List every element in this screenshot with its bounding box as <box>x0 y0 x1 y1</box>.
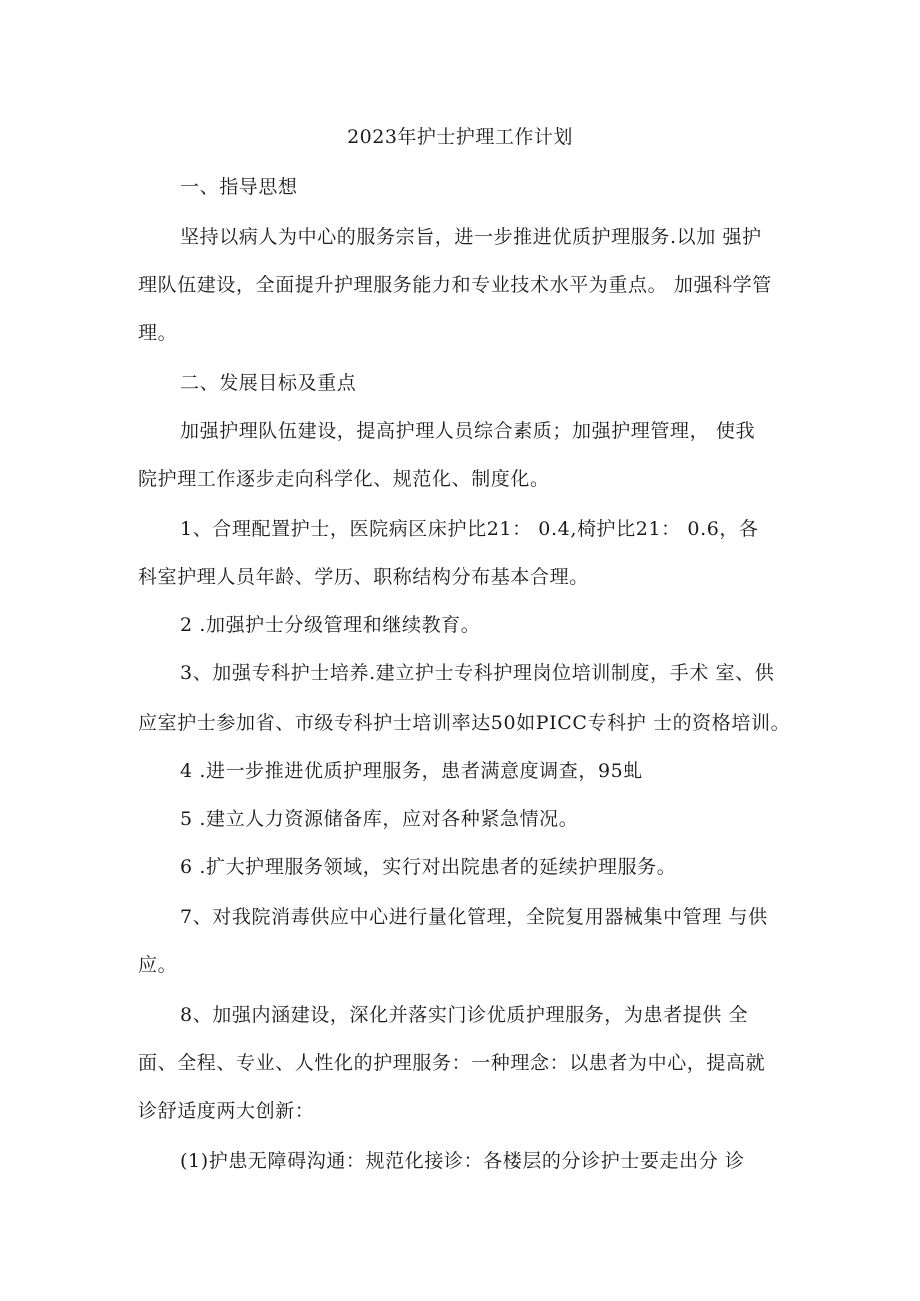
list-item-line: 2 .加强护士分级管理和继续教育。 <box>180 614 481 636</box>
paragraph-line: 加强护理队伍建设，提高护理人员综合素质；加强护理管理， 使我 <box>180 420 756 442</box>
section-heading-guiding-ideology: 一、指导思想 <box>180 176 298 198</box>
list-item-line: 面、全程、专业、人性化的护理服务：一种理念：以患者为中心，提高就 <box>138 1052 766 1074</box>
list-item-line: 应室护士参加省、市级专科护士培训率达50如PICC专科护 士的资格培训。 <box>138 712 791 734</box>
list-item-line: 5 .建立人力资源储备库，应对各种紧急情况。 <box>180 808 579 830</box>
list-item-line: 科室护理人员年龄、学历、职称结构分布基本合理。 <box>138 566 589 588</box>
section-heading-goals: 二、发展目标及重点 <box>180 372 357 394</box>
paragraph-line: 理。 <box>138 322 178 344</box>
list-item-line: 7、对我院消毒供应中心进行量化管理，全院复用器械集中管理 与供 <box>180 906 768 928</box>
paragraph-line: 坚持以病人为中心的服务宗旨，进一步推进优质护理服务.以加 强护 <box>180 226 762 248</box>
paragraph-line: 院护理工作逐步走向科学化、规范化、制度化。 <box>138 468 550 490</box>
list-item-line: 8、加强内涵建设，深化并落实门诊优质护理服务，为患者提供 全 <box>180 1004 749 1026</box>
list-item-line: (1)护患无障碍沟通：规范化接诊：各楼层的分诊护士要走出分 诊 <box>180 1150 745 1172</box>
list-item-line: 6 .扩大护理服务领域，实行对出院患者的延续护理服务。 <box>180 856 677 878</box>
list-item-line: 诊舒适度两大创新： <box>138 1100 315 1122</box>
list-item-line: 3、加强专科护士培养.建立护士专科护理岗位培训制度，手术 室、供 <box>180 662 775 684</box>
list-item-line: 1、合理配置护士，医院病区床护比21： 0.4,椅护比21： 0.6，各 <box>180 518 759 540</box>
paragraph-line: 理队伍建设，全面提升护理服务能力和专业技术水平为重点。 加强科学管 <box>138 274 772 296</box>
list-item-line: 应。 <box>138 954 178 976</box>
list-item-line: 4 .进一步推进优质护理服务，患者满意度调查，95虬 <box>180 760 643 782</box>
document-title: 2023年护士护理工作计划 <box>347 126 573 148</box>
